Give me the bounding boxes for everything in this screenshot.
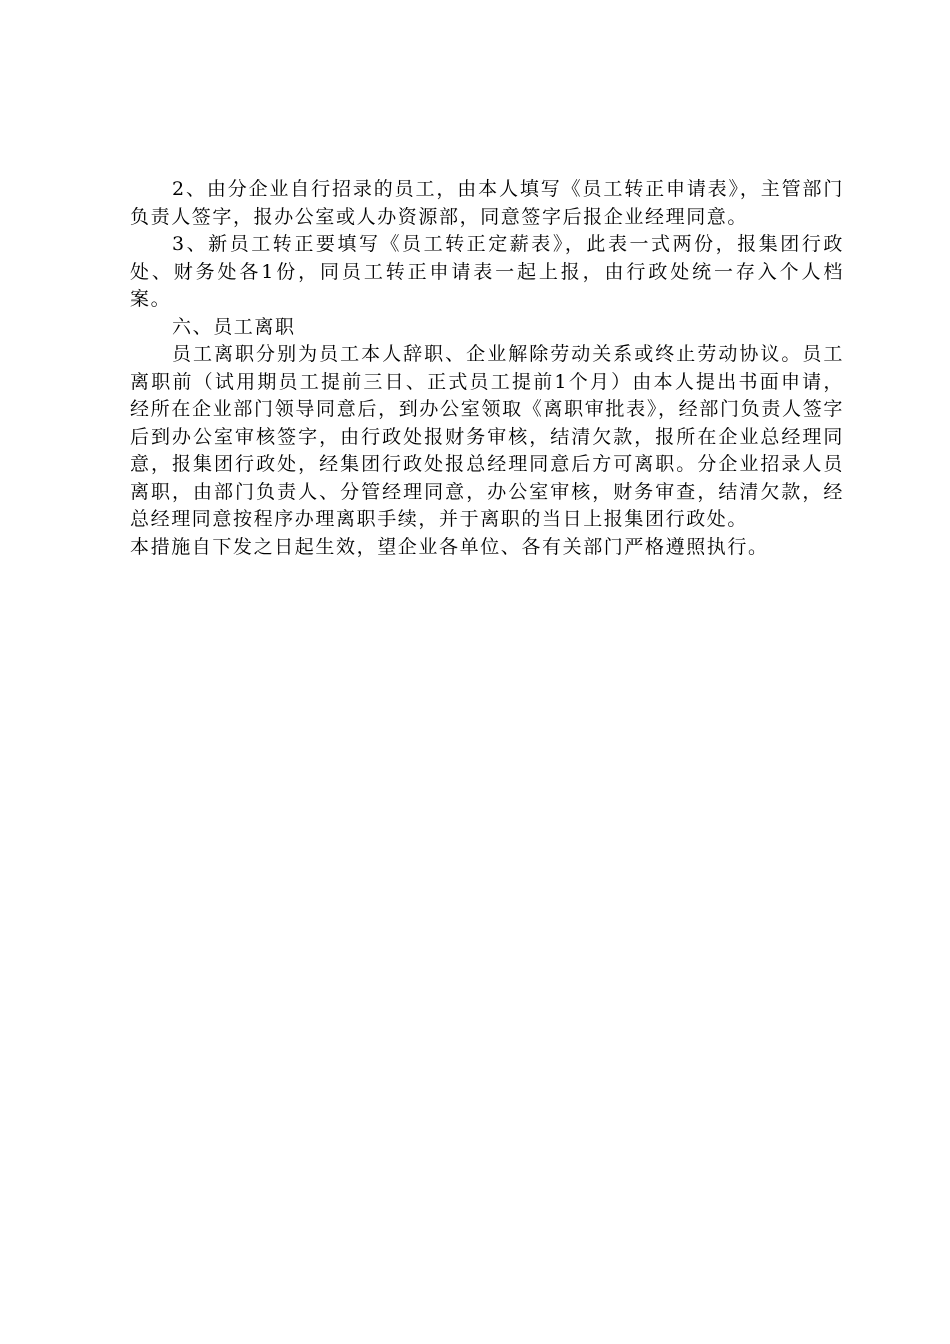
paragraph-resignation-procedure: 员工离职分别为员工本人辞职、企业解除劳动关系或终止劳动协议。员工离职前（试用期员工提前三日、正式员工提前1个月）由本人提出书面申请，经所在企业部门领导同意后，到办公室领取《离职审批表》，经部门负责人签字后到办公室审核签字，由行政处报财务审核，结清欠款，报所在企业总经理同意，报集团行政处，经集团行政处报总经理同意后方可离职。分企业招录人员离职，由部门负责人、分管经理同意，办公室审核，财务审查，结清欠款，经总经理同意按程序办理离职手续，并于离职的当日上报集团行政处。 bbox=[130, 343, 844, 530]
paragraph-probation-salary-form: 3、新员工转正要填写《员工转正定薪表》，此表一式两份，报集团行政处、财务处各1份，同员工转正申请表一起上报，由行政处统一存入个人档案。 bbox=[130, 233, 844, 310]
paragraph-probation-branch-recruits: 2、由分企业自行招录的员工，由本人填写《员工转正申请表》，主管部门负责人签字，报办公室或人办资源部，同意签字后报企业经理同意。 bbox=[130, 178, 844, 228]
paragraph-effective-statement: 本措施自下发之日起生效，望企业各单位、各有关部门严格遵照执行。 bbox=[130, 535, 769, 558]
section-heading-resignation: 六、员工离职 bbox=[172, 315, 296, 338]
document-body bbox=[130, 176, 844, 561]
